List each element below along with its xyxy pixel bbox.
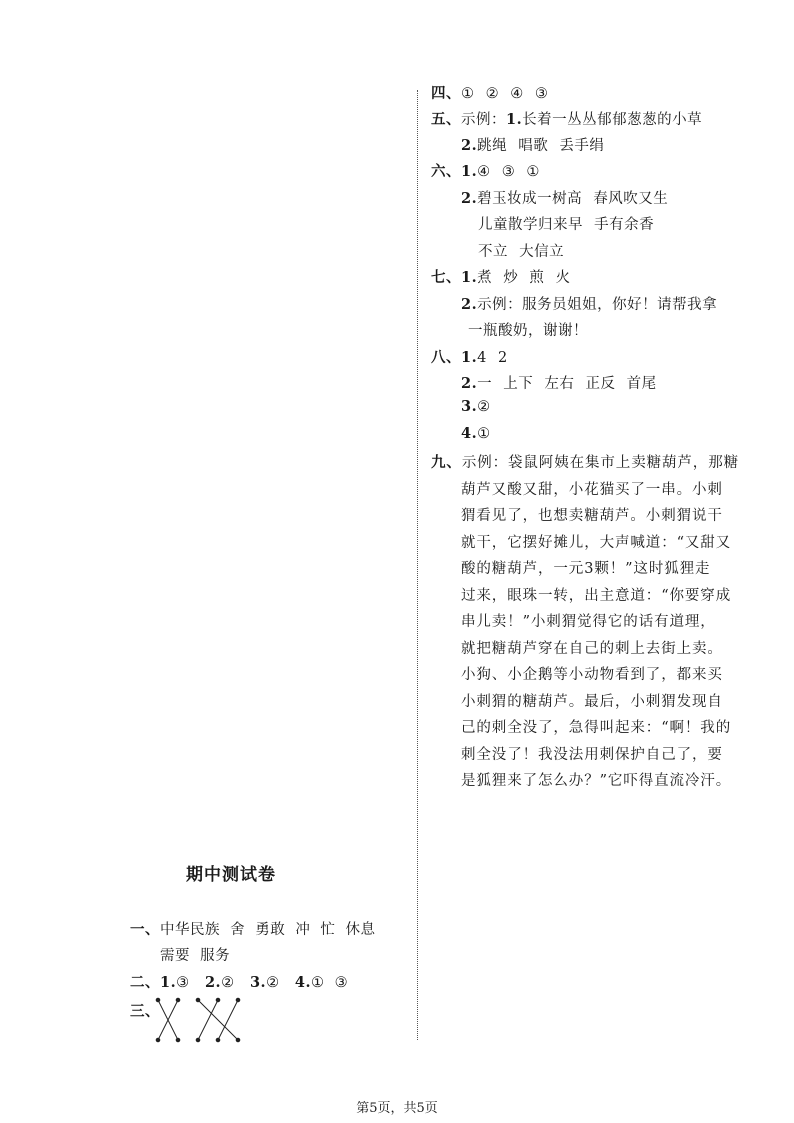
left-q2-ans-3: ② (266, 975, 280, 991)
left-q1-text-2: 需要 服务 (160, 948, 231, 964)
match-line (218, 1000, 238, 1040)
q6-line-3 (478, 213, 654, 234)
q5-line-1 (431, 108, 702, 129)
q9-line: 就把糖葫芦穿在自己的刺上去街上卖。 (461, 641, 723, 657)
left-q2-num-3: 3. (249, 974, 267, 991)
left-q1-line-2 (160, 944, 230, 965)
q9-line-first (431, 451, 739, 472)
q5-label: 五、 (431, 111, 461, 128)
q5-num-2: 2. (461, 137, 478, 154)
q8-num-4: 4. (461, 425, 478, 442)
q9-line: 小狗、小企鹅等小动物看到了，都来买 (461, 667, 723, 683)
q7-line-1 (431, 266, 570, 287)
q9-first-text: 示例：袋鼠阿姨在集市上卖糖葫芦，那糖 (461, 455, 740, 471)
q7-line-2 (461, 293, 717, 314)
q8-line-4 (461, 425, 491, 442)
q6-text-3: 儿童散学归来早 手有余香 (478, 217, 655, 233)
q6-label: 六、 (431, 163, 461, 180)
q9-line: 小刺猬的糖葫芦。最后，小刺猬发现自 (461, 694, 723, 710)
left-q2-ans-4: ① ③ (311, 975, 349, 991)
q6-num-2: 2. (461, 190, 478, 207)
match-dot (176, 1038, 180, 1042)
match-line (198, 1000, 238, 1040)
q9-line: 是狐狸来了怎么办？”它吓得直流冷汗。 (461, 773, 732, 789)
q7-num-1: 1. (461, 269, 478, 286)
match-dot (236, 1038, 240, 1042)
q6-text-4: 不立 大信立 (478, 244, 565, 260)
q7-label: 七、 (431, 269, 461, 286)
match-dot (156, 1038, 160, 1042)
left-q1-line-1 (130, 918, 376, 939)
q8-num-1: 1. (461, 349, 478, 366)
q8-num-2: 2. (461, 375, 478, 392)
q6-text-2: 碧玉妆成一树高 春风吹又生 (477, 191, 669, 207)
q6-line-1 (431, 160, 540, 181)
q9-line: 猬看见了，也想卖糖葫芦。小刺猬说干 (461, 508, 723, 524)
left-q2-line (130, 971, 348, 992)
q9-label: 九、 (431, 454, 462, 471)
q9-line: 酸的糖葫芦，一元3颗！”这时狐狸走 (461, 561, 711, 577)
q9-line: 刺全没了！我没法用刺保护自己了，要 (461, 747, 723, 763)
left-q1-text-1: 中华民族 舍 勇敢 冲 忙 休息 (160, 922, 376, 938)
q8-line-1 (431, 346, 508, 367)
q6-line-4 (478, 240, 564, 261)
match-dot (196, 1038, 200, 1042)
q9-line: 葫芦又酸又甜，小花猫买了一串。小刺 (461, 482, 723, 498)
q4-line (431, 82, 548, 103)
q8-line-2 (461, 372, 657, 393)
match-dot (216, 998, 220, 1002)
q7-line-3 (468, 319, 588, 340)
q5-prefix: 示例： (461, 112, 506, 128)
q5-num-1: 1. (506, 111, 523, 128)
left-q3-label: 三、 (130, 1003, 160, 1020)
q8-num-3: 3. (461, 398, 478, 415)
q8-label: 八、 (431, 349, 461, 366)
q7-text-1: 煮 炒 煎 火 (477, 270, 571, 286)
q6-line-2 (461, 187, 668, 208)
left-q2-label: 二、 (130, 974, 160, 991)
q7-num-2: 2. (461, 296, 478, 313)
q7-text-2: 示例：服务员姐姐，你好！请帮我拿 (477, 297, 718, 313)
page-footer: 第5页，共5页 (356, 1101, 438, 1116)
q9-line: 己的刺全没了，急得叫起来：“啊！我的 (461, 720, 732, 736)
section-title: 期中测试卷 (186, 865, 276, 885)
matching-lines-diagram (150, 995, 250, 1045)
q5-text-2: 跳绳 唱歌 丢手绢 (477, 138, 605, 154)
left-q2-ans-1: ③ (176, 975, 190, 991)
q4-text: ① ② ④ ③ (461, 86, 549, 102)
match-dot (196, 998, 200, 1002)
match-dot (156, 998, 160, 1002)
q8-text-2: 一 上下 左右 正反 首尾 (477, 376, 657, 392)
q5-line-2 (461, 134, 604, 155)
q7-text-3: 一瓶酸奶，谢谢！ (468, 323, 588, 339)
q6-text-1: ④ ③ ① (477, 164, 540, 180)
left-q2-num-1: 1. (160, 974, 177, 991)
q9-line: 就干，它摆好摊儿，大声喊道：“又甜又 (461, 535, 732, 551)
column-divider (417, 90, 418, 1040)
match-dot (216, 1038, 220, 1042)
left-q2-num-2: 2. (204, 974, 222, 991)
q8-text-1: 4 2 (477, 350, 508, 366)
q8-line-3 (461, 398, 491, 415)
q6-num-1: 1. (461, 163, 478, 180)
q9-line: 串儿卖！”小刺猬觉得它的话有道理， (461, 614, 716, 630)
q8-text-4: ① (477, 426, 491, 442)
q9-line: 过来，眼珠一转，出主意道：“你要穿成 (461, 588, 732, 604)
q8-text-3: ② (477, 399, 491, 415)
left-q1-label: 一、 (130, 921, 160, 938)
q5-text-1: 长着一丛丛郁郁葱葱的小草 (522, 112, 703, 128)
left-q2-num-4: 4. (294, 974, 312, 991)
left-q2-ans-2: ② (221, 975, 235, 991)
match-dot (176, 998, 180, 1002)
match-line (198, 1000, 218, 1040)
match-dot (236, 998, 240, 1002)
q4-label: 四、 (431, 85, 461, 102)
